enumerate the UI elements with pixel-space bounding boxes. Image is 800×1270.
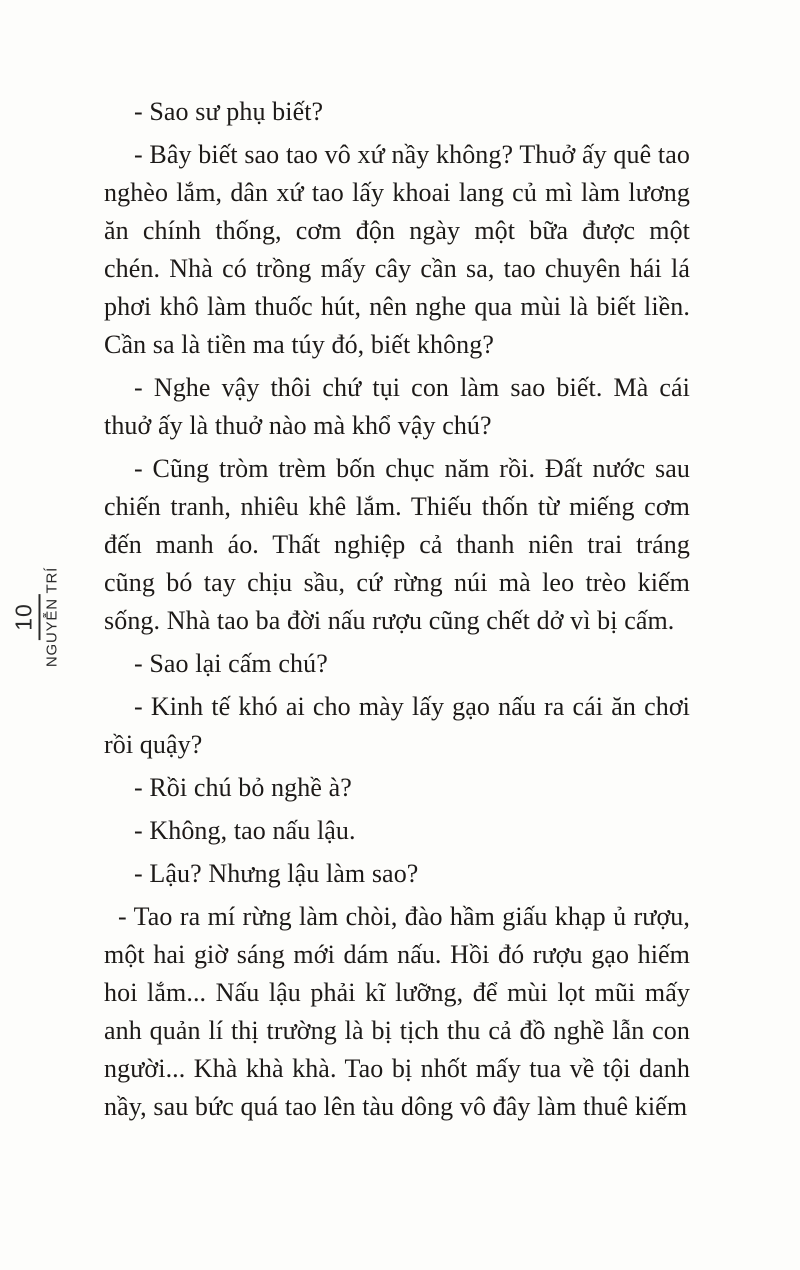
paragraph — [104, 136, 690, 364]
text-line: phơi khô làm thuốc hút, nên nghe qua mùi là biết liền. — [104, 292, 690, 321]
text-line: - Sao lại cấm chú? — [134, 649, 328, 678]
text-line: rồi quậy? — [104, 730, 203, 759]
text-line: - Bây biết sao tao vô xứ nầy không? Thuở ấy quê tao — [134, 140, 690, 169]
paragraph — [104, 645, 690, 683]
paragraph — [104, 812, 690, 850]
text-line: - Lậu? Nhưng lậu làm sao? — [134, 859, 419, 888]
paragraph — [104, 369, 690, 445]
author-name: NGUYỄN TRÍ — [43, 566, 61, 668]
text-line: ăn chính thống, cơm độn ngày một bữa được một — [104, 216, 690, 245]
paragraph — [104, 855, 690, 893]
text-line: đến manh áo. Thất nghiệp cả thanh niên trai tráng — [104, 530, 690, 559]
text-line: - Cũng tròm trèm bốn chục năm rồi. Đất nước sau — [134, 454, 690, 483]
text-block — [104, 93, 690, 1126]
text-line: - Kinh tế khó ai cho mày lấy gạo nấu ra cái ăn chơi — [134, 692, 690, 721]
text-line: - Nghe vậy thôi chứ tụi con làm sao biết. Mà cái — [134, 373, 690, 402]
paragraph — [104, 93, 690, 131]
text-line: chén. Nhà có trồng mấy cây cần sa, tao chuyên hái lá — [104, 254, 690, 283]
margin-note-rule — [39, 594, 41, 640]
paragraph — [104, 450, 690, 640]
text-line: - Sao sư phụ biết? — [134, 97, 324, 126]
text-line: anh quản lí thị trường là bị tịch thu cả đồ nghề lẫn con — [104, 1016, 690, 1045]
text-line: nầy, sau bức quá tao lên tàu dông vô đây làm thuê kiếm — [104, 1092, 688, 1121]
text-line: cũng bó tay chịu sầu, cứ rừng núi mà leo trèo kiếm — [104, 568, 690, 597]
page-number: 10 — [10, 603, 37, 631]
text-line: nghèo lắm, dân xứ tao lấy khoai lang củ mì làm lương — [104, 178, 690, 207]
text-line: thuở ấy là thuở nào mà khổ vậy chú? — [104, 411, 492, 440]
paragraph — [104, 688, 690, 764]
text-line: hoi lắm... Nấu lậu phải kĩ lưỡng, để mùi lọt mũi mấy — [104, 978, 690, 1007]
text-line: chiến tranh, nhiêu khê lắm. Thiếu thốn từ miếng cơm — [104, 492, 690, 521]
page-margin-note — [12, 567, 61, 667]
paragraph — [104, 769, 690, 807]
text-line: Cần sa là tiền ma túy đó, biết không? — [104, 330, 495, 359]
text-line: - Tao ra mí rừng làm chòi, đào hầm giấu khạp ủ rượu, — [118, 902, 690, 931]
text-line: - Rồi chú bỏ nghề à? — [134, 773, 352, 802]
text-line: người... Khà khà khà. Tao bị nhốt mấy tua về tội danh — [104, 1054, 690, 1083]
paragraph — [104, 898, 690, 1126]
text-line: sống. Nhà tao ba đời nấu rượu cũng chết dở vì bị cấm. — [104, 606, 675, 635]
text-line: một hai giờ sáng mới dám nấu. Hồi đó rượu gạo hiếm — [104, 940, 690, 969]
text-line: - Không, tao nấu lậu. — [134, 816, 356, 845]
